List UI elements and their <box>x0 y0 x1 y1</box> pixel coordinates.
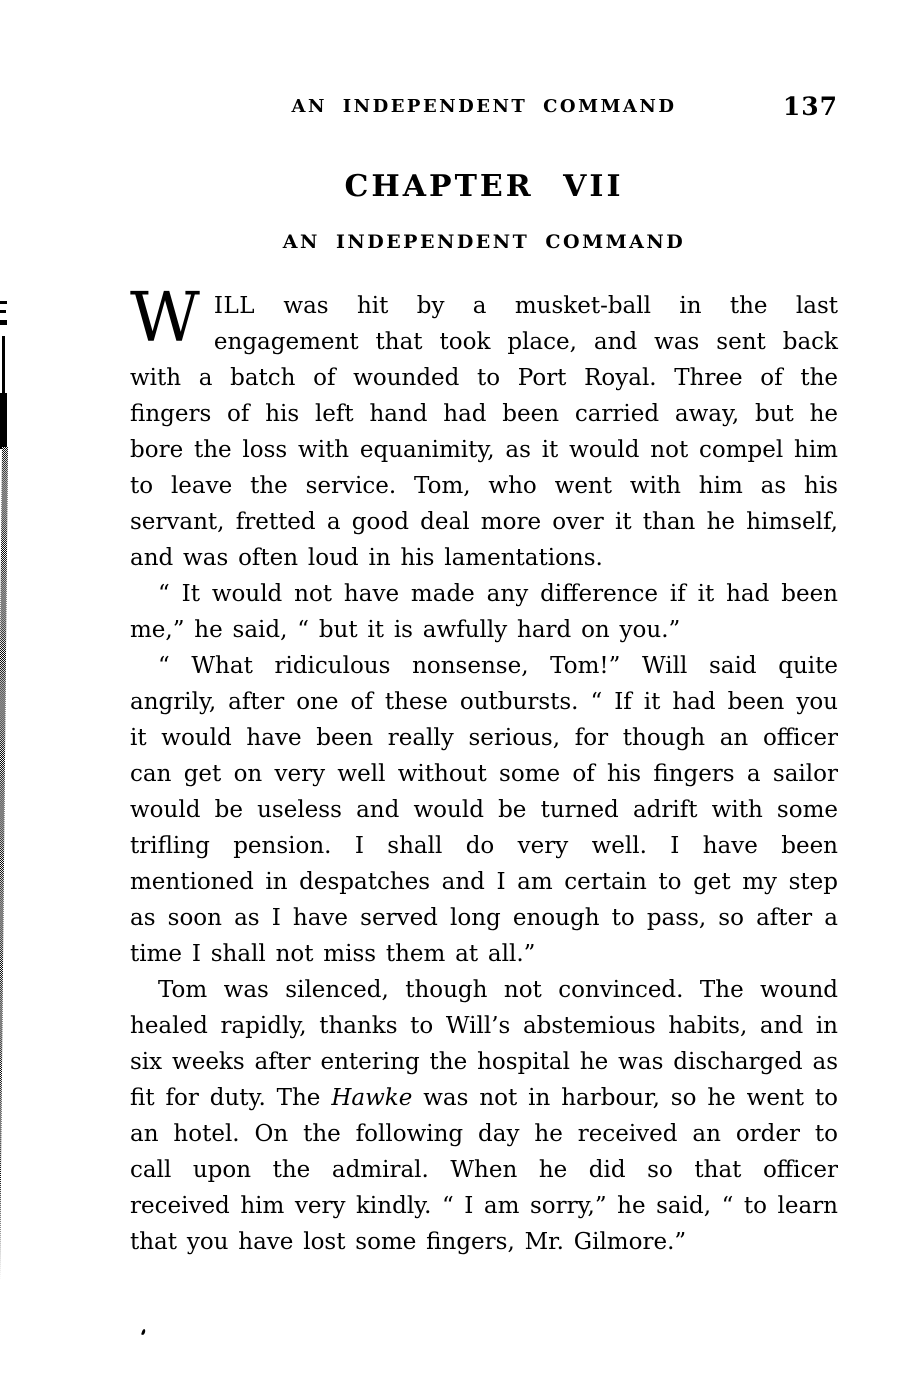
paragraph-text: was hit by a musket-ball in the last engagement that took place, and was sent back with a batch of wounded to Port Royal. Three of the fingers of his left hand had been carried away, but he bore the loss with equanimity, as it would not compel him to leave the service. Tom, who went with him as his servant, fretted a good deal more over it than he himself, and was often loud in his lamentations. <box>130 293 838 571</box>
paragraph-text: Tom was silenced, though not convinced. The wound healed rapidly, thanks to Will’s abstemious habits, and in six weeks after entering the hospital he was discharged as fit for duty. The <box>130 977 838 1111</box>
paragraph-text: was not in harbour, so he went to an hotel. On the following day he received an order to call upon the admiral. When he did so that officer received him very kindly. “ I am sorry,” he said, “ to learn that you have lost some fingers, Mr. Gilmore.” <box>130 1085 838 1255</box>
running-head <box>130 92 838 124</box>
edge-dither-strip <box>0 447 8 1381</box>
ship-name-italic: Hawke <box>331 1085 413 1111</box>
body-text <box>130 279 838 1260</box>
paragraph-closing <box>130 972 838 1260</box>
chapter-subtitle: AN INDEPENDENT COMMAND <box>282 231 686 253</box>
edge-mark <box>0 320 7 325</box>
running-title: AN INDEPENDENT COMMAND <box>291 96 677 117</box>
paragraph-opening <box>130 279 838 576</box>
drop-cap-letter: W <box>130 279 200 358</box>
paragraph-dialogue-2: “ What ridiculous nonsense, Tom!” Will said quite angrily, after one of these outbursts. “ If it had been you it would have been really serious, for though an officer can get on very well without some of his fingers a sailor would be useless and would be turned adrift with some trifling pension. I shall do very well. I have been mentioned in despatches and I am certain to get my step as soon as I have served long enough to pass, so after a time I shall not miss them at all.” <box>130 653 838 967</box>
edge-solid-blot <box>0 393 7 449</box>
ink-speck-artifact <box>141 1329 146 1336</box>
edge-mark <box>0 301 7 304</box>
page-number: 137 <box>782 92 838 121</box>
paragraph-dialogue-1: “ It would not have made any difference if it had been me,” he said, “ but it is awfully hard on you.” <box>130 581 838 643</box>
lead-capitals: ILL <box>213 293 256 319</box>
chapter-title: CHAPTER VII <box>344 169 624 204</box>
edge-mark <box>0 310 6 313</box>
